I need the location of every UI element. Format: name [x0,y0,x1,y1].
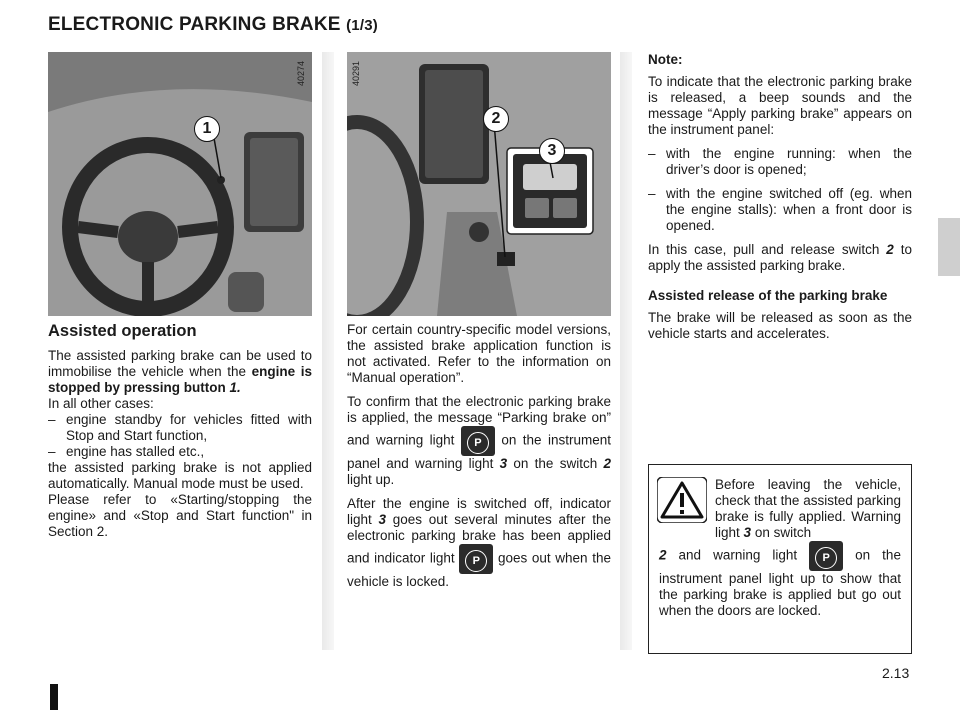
warning-text-top: Before leaving the vehicle, check that the assisted parking brake is fully applied. Warning light 3 on switch [715,477,901,540]
middle-text: For certain country-specific model versions, the assisted brake application function is not activated. Refer to the information on “Manual operation”. To confirm that the electronic parking brake is applied, the message “Parking brake on” and warning light P on the instrument panel and warning light 3 on the switch 2 light up. After the engine is switched off, indicator light 3 goes out several minutes after the electronic parking brake has been applied and indicator light P goes out when the vehicle is locked. [347,322,611,589]
crop-mark [50,684,58,710]
column-divider [322,52,334,650]
page-number: 2.13 [882,665,910,681]
console-photo [347,52,611,316]
column-divider [620,52,632,650]
center-console-illustration [347,52,611,316]
section-tab [938,218,960,276]
note-text: Note: To indicate that the electronic parking brake is released, a beep sounds and the message “Apply parking brake” appears on the instrument panel: – with the engine running: when the driver’s door is opened; – with the engine switched off (eg. when the engine stalls): when a front door is opened. In this case, pull and release switch 2 to apply the assisted parking brake. Assisted release of the parking brake The brake will be released as soon as the vehicle starts and accelerates. [648,52,912,341]
parking-brake-light-icon: P [461,426,495,456]
callout-1: 1 [194,116,220,142]
section-heading: Assisted operation [48,322,197,340]
warning-triangle-icon [657,477,707,523]
parking-brake-light-icon: P [459,544,493,574]
warning-box [648,464,912,654]
steering-wheel-illustration [48,52,312,316]
warning-text-bottom: 2 and warning light P on the instrument panel light up to show that the parking brake is applied but go out when the doors are locked. [659,541,901,619]
photo-reference: 40291 [351,60,361,86]
dashboard-photo [48,52,312,316]
callout-3: 3 [539,138,565,164]
callout-2: 2 [483,106,509,132]
parking-brake-light-icon: P [809,541,843,571]
assisted-text: The assisted parking brake can be used to immobilise the vehicle when the engine is stopped by pressing button 1. In all other cases: – engine standby for vehicles fitted with Stop and Start function, – engine has stalled etc., the assisted parking brake is not applied automatically. Manual mode must be used. Please refer to «Starting/stopping the engine» and «Stop and Start function" in Section 2. [48,348,312,539]
photo-reference: 40274 [296,60,306,86]
page-title: ELECTRONIC PARKING BRAKE (1/3) [48,14,378,35]
